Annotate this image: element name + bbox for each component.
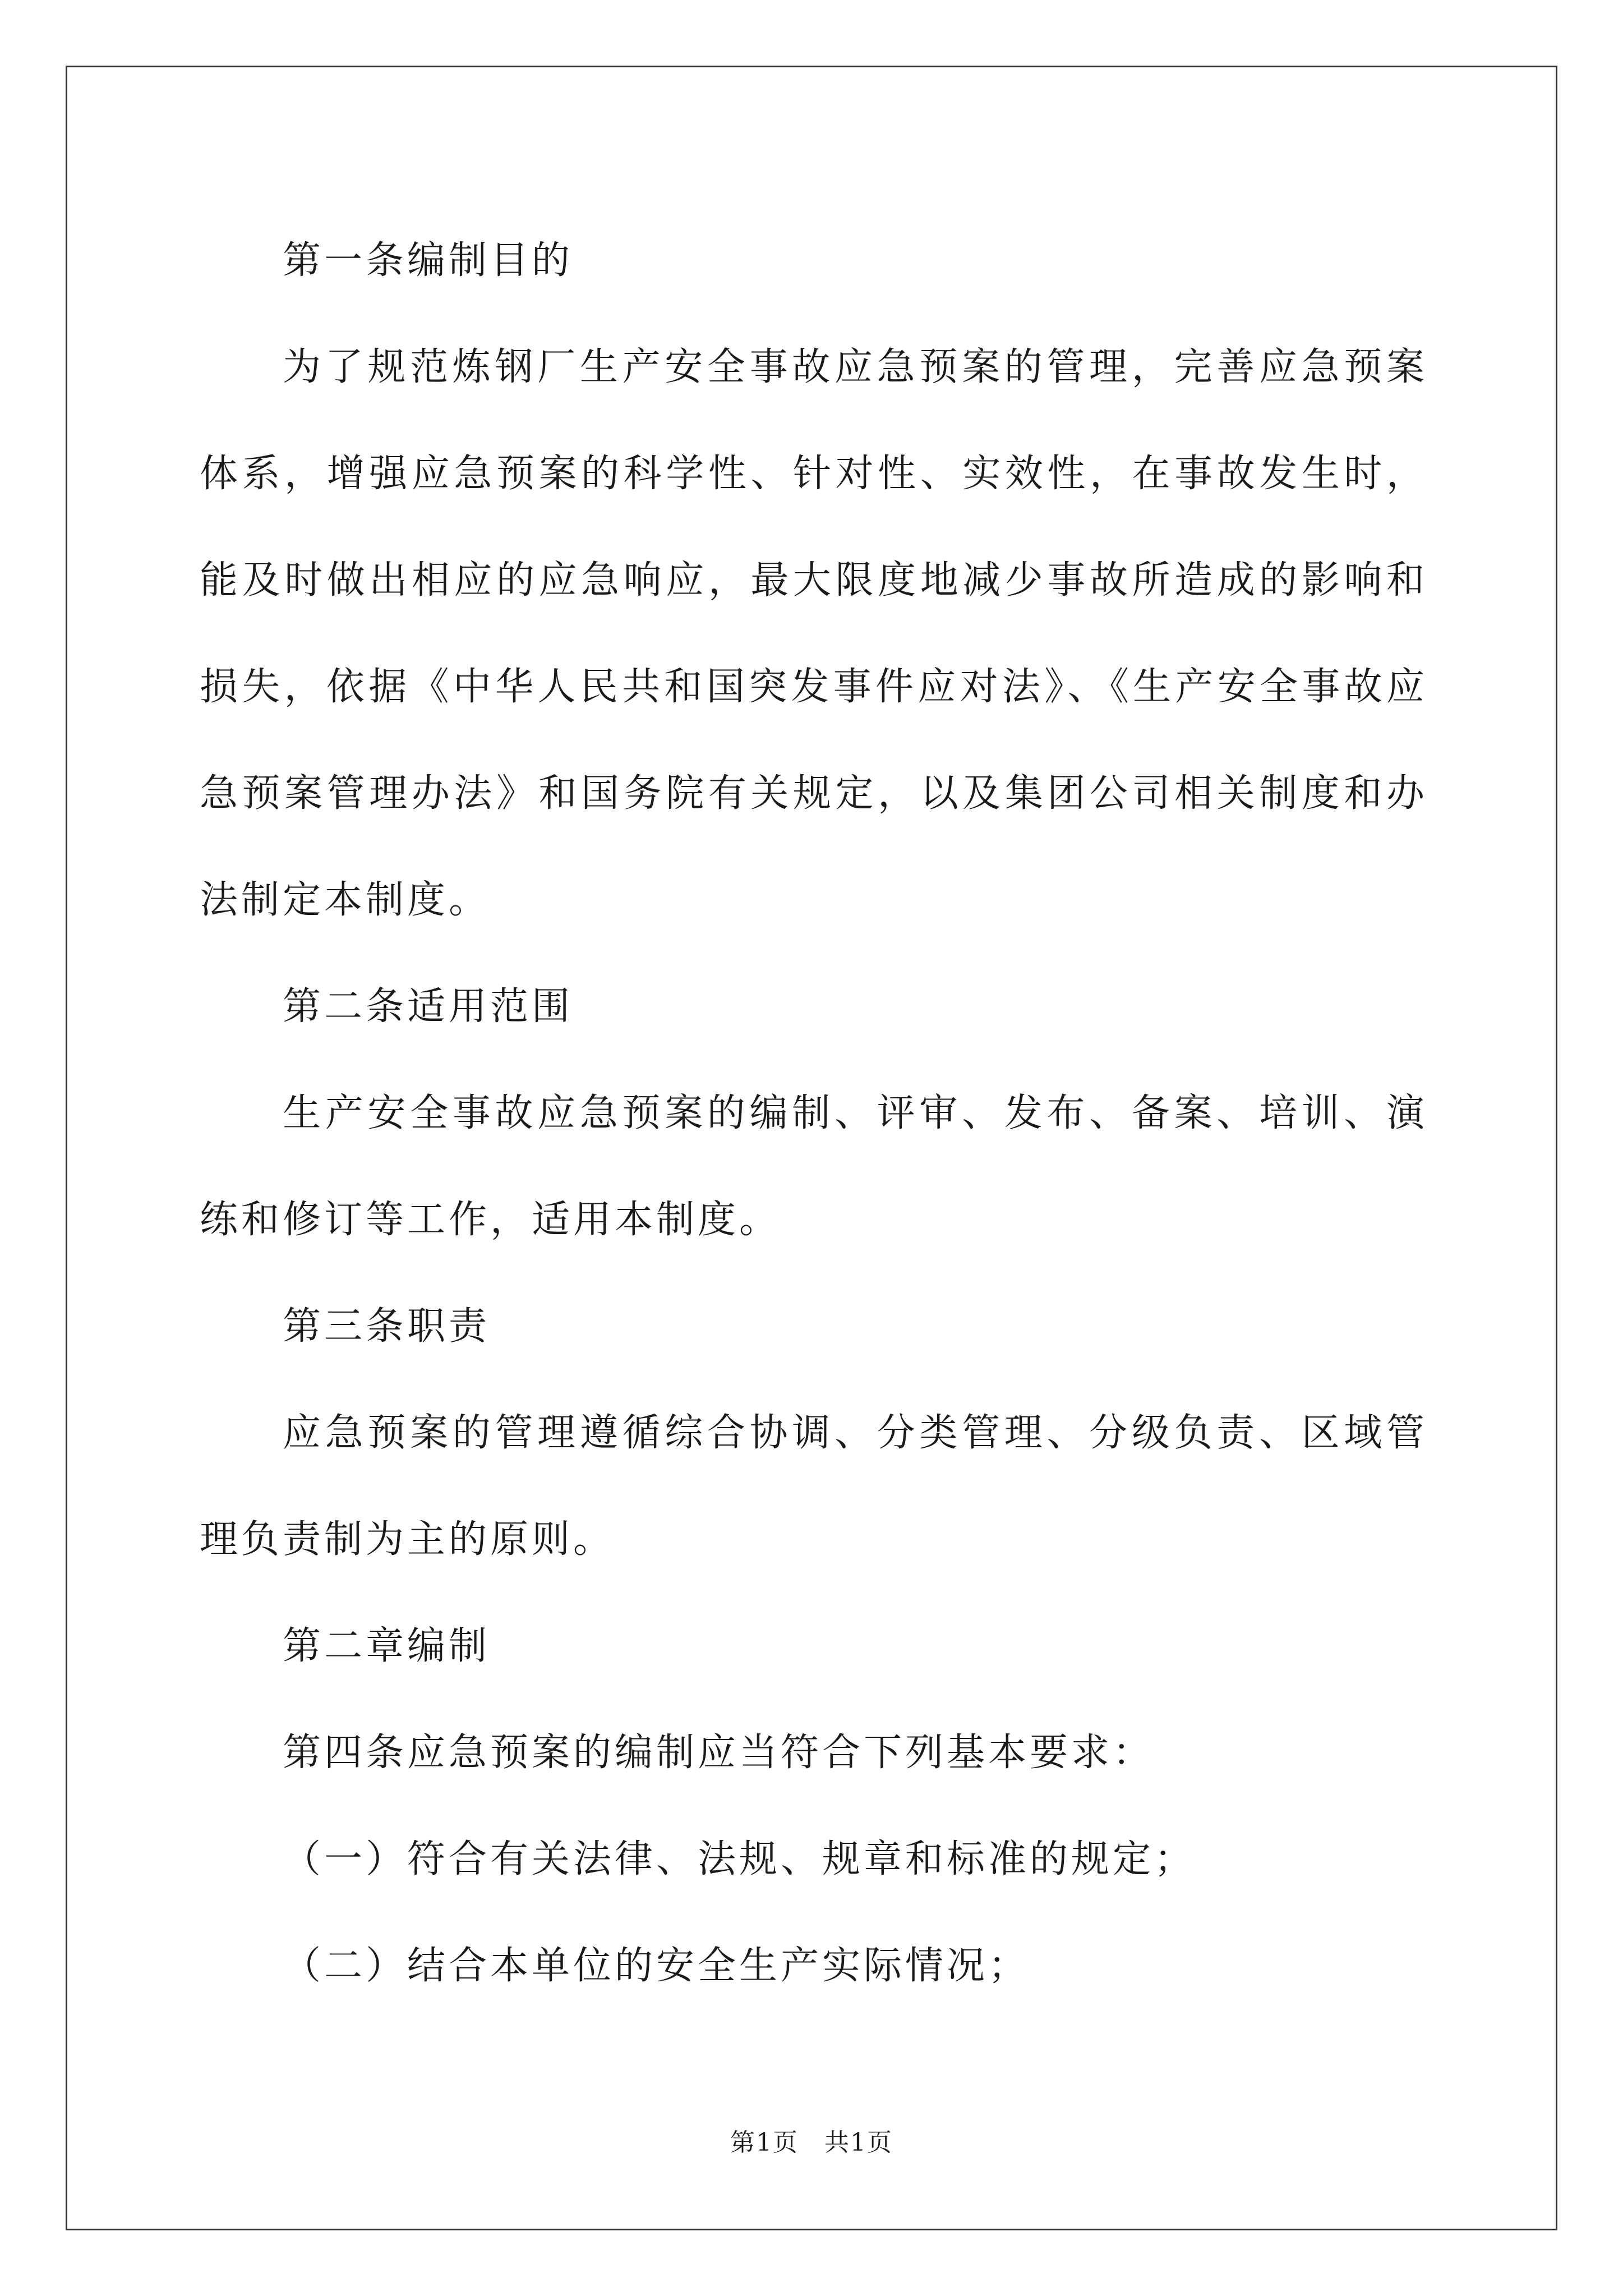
article-3-heading: 第三条职责 (283, 1304, 491, 1349)
article-2-heading: 第二条适用范围 (283, 984, 574, 1029)
document-body (200, 208, 1428, 2019)
chapter-2-heading: 第二章编制 (283, 1624, 491, 1668)
list-item-1: （一）符合有关法律、法规、规章和标准的规定； (283, 1837, 1196, 1881)
page-footer: 第1页 共1页 (730, 2128, 893, 2157)
list-item-2: （二）结合本单位的安全生产实际情况； (283, 1944, 1030, 1988)
article-1-text: 为了规范炼钢厂生产安全事故应急预案的管理，完善应急预案体系，增强应急预案的科学性、针对性、实效性，在事故发生时，能及时做出相应的应急响应，最大限度地减少事故所造成的影响和损失，依据《中华人民共和国突发事件应对法》、《生产安全事故应急预案管理办法》和国务院有关规定，以及集团公司相关制度和办法制定本制度。 (200, 345, 1428, 922)
article-3-text: 应急预案的管理遵循综合协调、分类管理、分级负责、区域管理负责制为主的原则。 (200, 1411, 1428, 1562)
article-2-text: 生产安全事故应急预案的编制、评审、发布、备案、培训、演练和修订等工作，适用本制度。 (200, 1091, 1428, 1242)
article-1-heading: 第一条编制目的 (283, 238, 574, 283)
article-4-heading: 第四条应急预案的编制应当符合下列基本要求： (283, 1731, 1155, 1775)
